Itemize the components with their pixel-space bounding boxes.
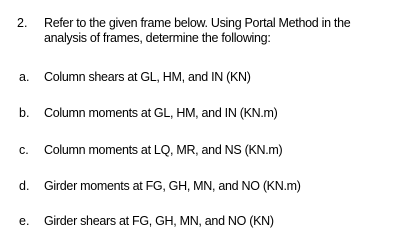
- item-text: Girder moments at FG, GH, MN, and NO (KN.m): [44, 179, 301, 193]
- item-text: Column moments at LQ, MR, and NS (KN.m): [44, 143, 283, 157]
- item-text: Column shears at GL, HM, and IN (KN): [44, 70, 251, 84]
- list-item: [0, 143, 398, 159]
- item-text: Girder shears at FG, GH, MN, and NO (KN): [44, 214, 274, 228]
- question-text: [44, 16, 384, 46]
- question-number: 2.: [17, 16, 28, 30]
- item-text: Column moments at GL, HM, and IN (KN.m): [44, 106, 278, 120]
- item-letter: e.: [19, 214, 30, 228]
- item-letter: b.: [19, 106, 30, 120]
- list-item: [0, 179, 398, 195]
- question-text-line-2: analysis of frames, determine the following:: [44, 31, 271, 45]
- list-item: [0, 70, 398, 86]
- item-letter: d.: [19, 179, 30, 193]
- question-text-line-1: Refer to the given frame below. Using Portal Method in the: [44, 16, 351, 30]
- list-item: [0, 106, 398, 122]
- list-item: [0, 214, 398, 230]
- item-letter: c.: [19, 143, 29, 157]
- item-letter: a.: [19, 70, 30, 84]
